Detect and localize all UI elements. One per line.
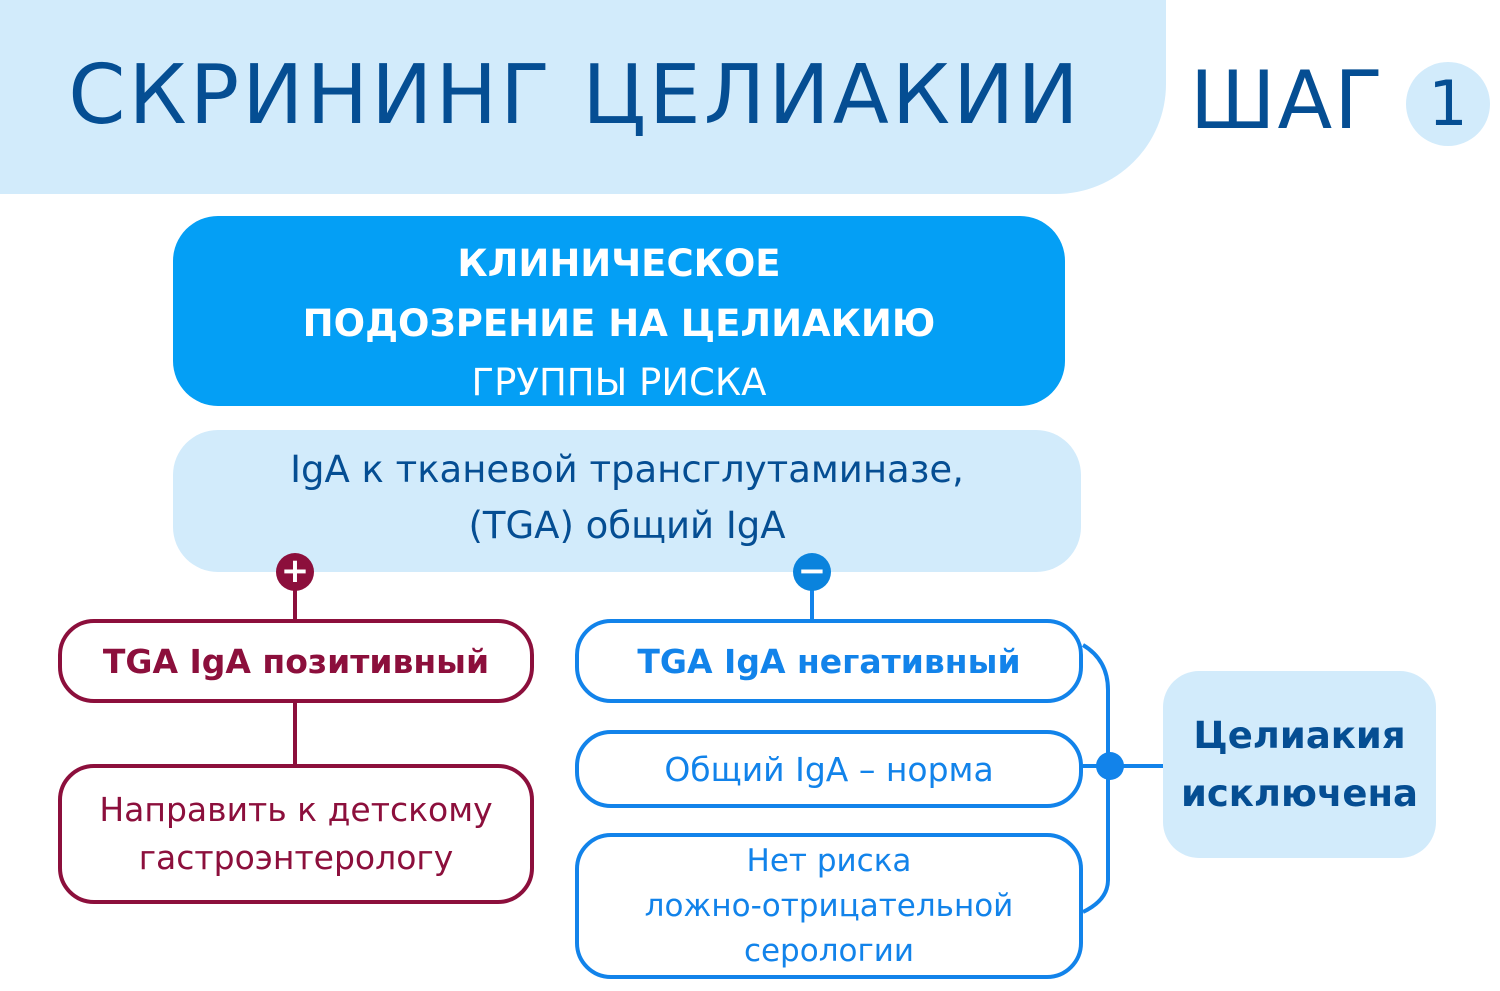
test-box	[173, 430, 1081, 572]
total-iga-box: Общий IgA – норма	[575, 730, 1083, 808]
step-label: ШАГ	[1190, 54, 1386, 147]
tga-negative-box: TGA IgA негативный	[575, 619, 1083, 703]
suspicion-line-1: КЛИНИЧЕСКОЕ	[457, 242, 781, 285]
tga-positive-box: TGA IgA позитивный	[58, 619, 534, 703]
plus-icon: +	[276, 553, 314, 591]
step-number-badge: 1	[1406, 62, 1490, 146]
no-risk-line-2: ложно-отрицательной	[644, 887, 1014, 924]
celiac-excluded-box	[1163, 671, 1436, 858]
no-risk-box	[575, 833, 1083, 979]
page-title: СКРИНИНГ ЦЕЛИАКИИ	[68, 48, 1082, 143]
conclusion-line-1: Целиакия	[1193, 713, 1406, 757]
conclusion-line-2: исключена	[1180, 771, 1419, 815]
referral-box	[58, 764, 534, 904]
minus-icon: −	[793, 553, 831, 591]
no-risk-line-1: Нет риска	[746, 842, 912, 879]
test-line-1: IgA к тканевой трансглутаминазе,	[290, 448, 964, 491]
referral-line-1: Направить к детскому	[99, 790, 493, 829]
suspicion-line-2: ПОДОЗРЕНИЕ НА ЦЕЛИАКИЮ	[302, 302, 936, 345]
suspicion-line-3: ГРУППЫ РИСКА	[471, 361, 767, 404]
junction-dot	[1096, 752, 1124, 780]
referral-line-2: гастроэнтерологу	[138, 838, 454, 877]
no-risk-line-3: серологии	[743, 932, 915, 969]
test-line-2: (TGA) общий IgA	[468, 504, 786, 547]
clinical-suspicion-box	[173, 216, 1065, 406]
